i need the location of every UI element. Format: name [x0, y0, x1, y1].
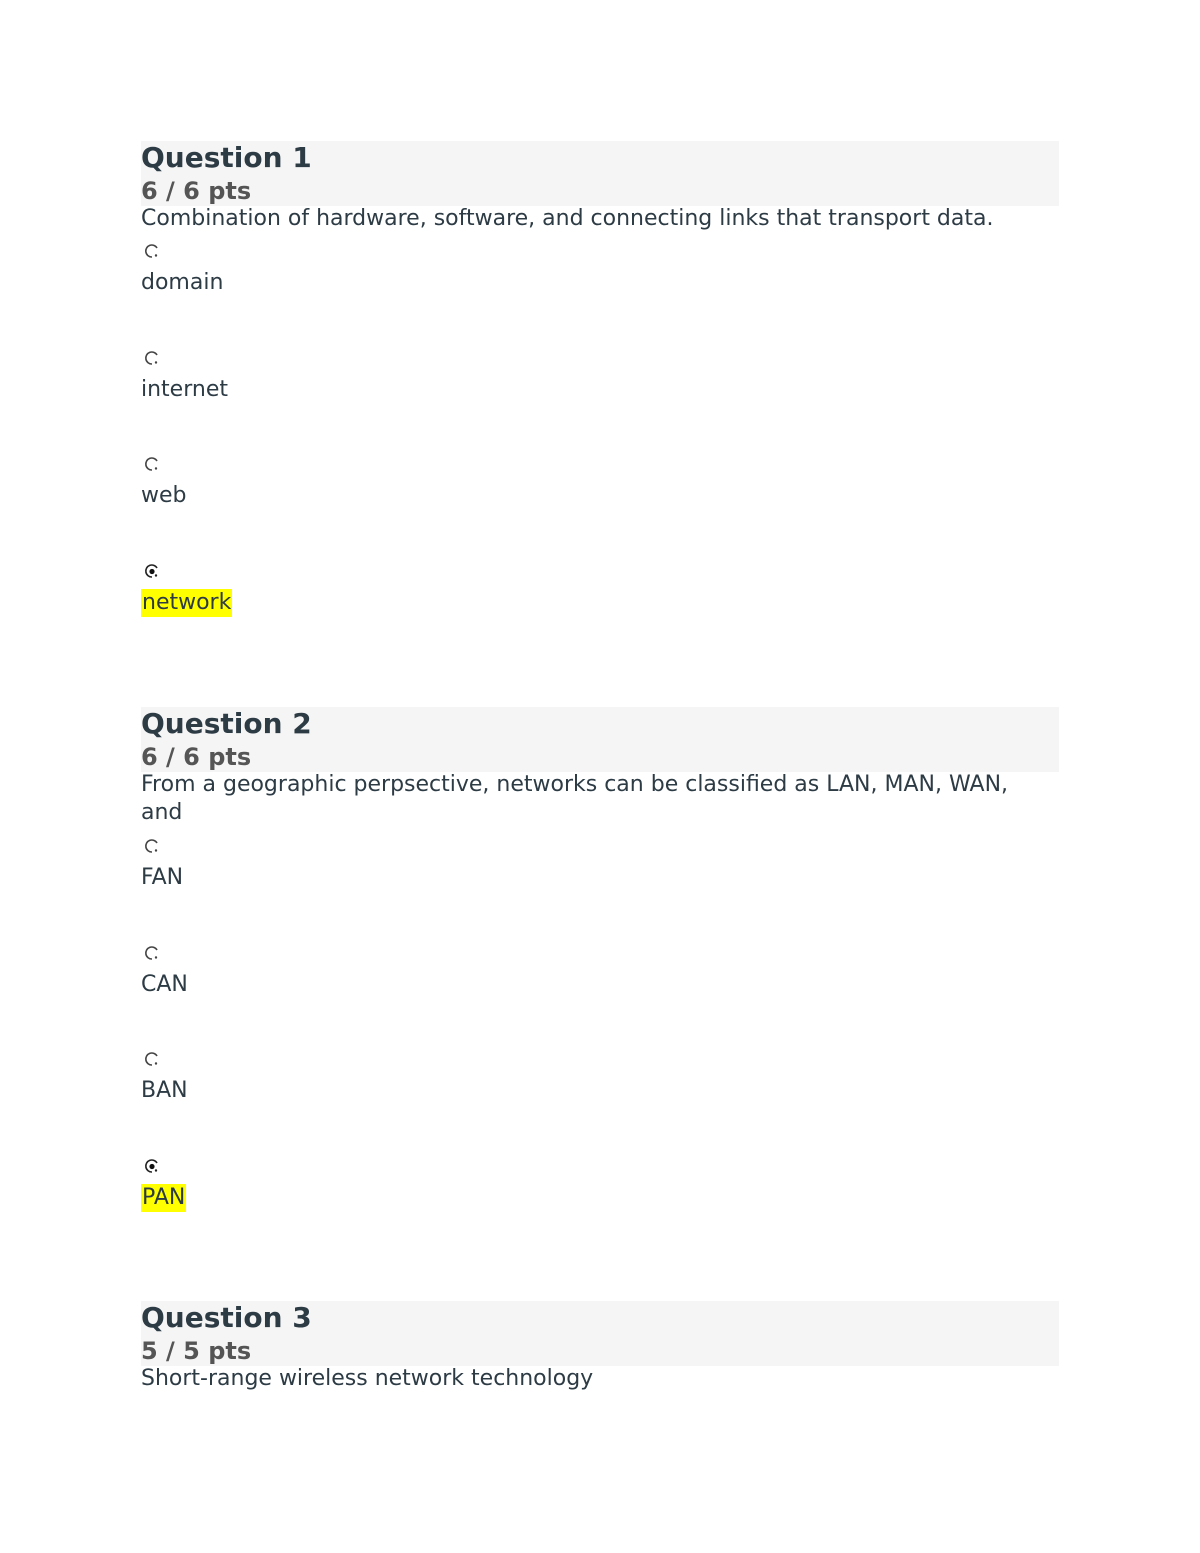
question-title: Question 2 [141, 707, 312, 740]
question-header [141, 707, 1059, 772]
answer-label[interactable]: CAN [141, 972, 188, 997]
answer-option[interactable] [141, 945, 741, 1025]
answer-option[interactable] [141, 350, 741, 430]
question-text: Combination of hardware, software, and connecting links that transport data. [141, 206, 994, 231]
answer-label[interactable]: web [141, 483, 187, 508]
radio-selected-icon[interactable] [144, 563, 160, 579]
radio-unselected-icon[interactable] [144, 350, 160, 366]
answer-label-correct[interactable]: PAN [142, 1185, 186, 1210]
answer-label[interactable]: BAN [141, 1078, 188, 1103]
radio-unselected-icon[interactable] [144, 243, 160, 259]
radio-unselected-icon[interactable] [144, 456, 160, 472]
answer-option[interactable] [141, 1158, 741, 1238]
answer-label[interactable]: internet [141, 377, 228, 402]
question-3 [141, 1301, 1059, 1394]
question-header [141, 141, 1059, 206]
radio-unselected-icon[interactable] [144, 838, 160, 854]
question-title: Question 3 [141, 1301, 312, 1334]
question-points: 5 / 5 pts [141, 1337, 252, 1365]
answer-option[interactable] [141, 838, 741, 918]
question-title: Question 1 [141, 141, 312, 174]
question-text: Short-range wireless network technology [141, 1366, 594, 1391]
answer-option[interactable] [141, 1051, 741, 1131]
question-text: From a geographic perpsective, networks can be classified as LAN, MAN, WAN, and [141, 772, 1009, 825]
question-points: 6 / 6 pts [141, 743, 252, 771]
answer-option[interactable] [141, 243, 741, 323]
answer-option[interactable] [141, 563, 741, 643]
radio-unselected-icon[interactable] [144, 1051, 160, 1067]
question-points: 6 / 6 pts [141, 177, 252, 205]
radio-selected-icon[interactable] [144, 1158, 160, 1174]
question-2 [141, 707, 1059, 1210]
answer-label-correct[interactable]: network [142, 590, 232, 615]
radio-unselected-icon[interactable] [144, 945, 160, 961]
answer-label[interactable]: FAN [141, 865, 184, 890]
question-header [141, 1301, 1059, 1366]
question-1 [141, 141, 1059, 615]
answer-label[interactable]: domain [141, 270, 224, 295]
answer-option[interactable] [141, 456, 741, 536]
